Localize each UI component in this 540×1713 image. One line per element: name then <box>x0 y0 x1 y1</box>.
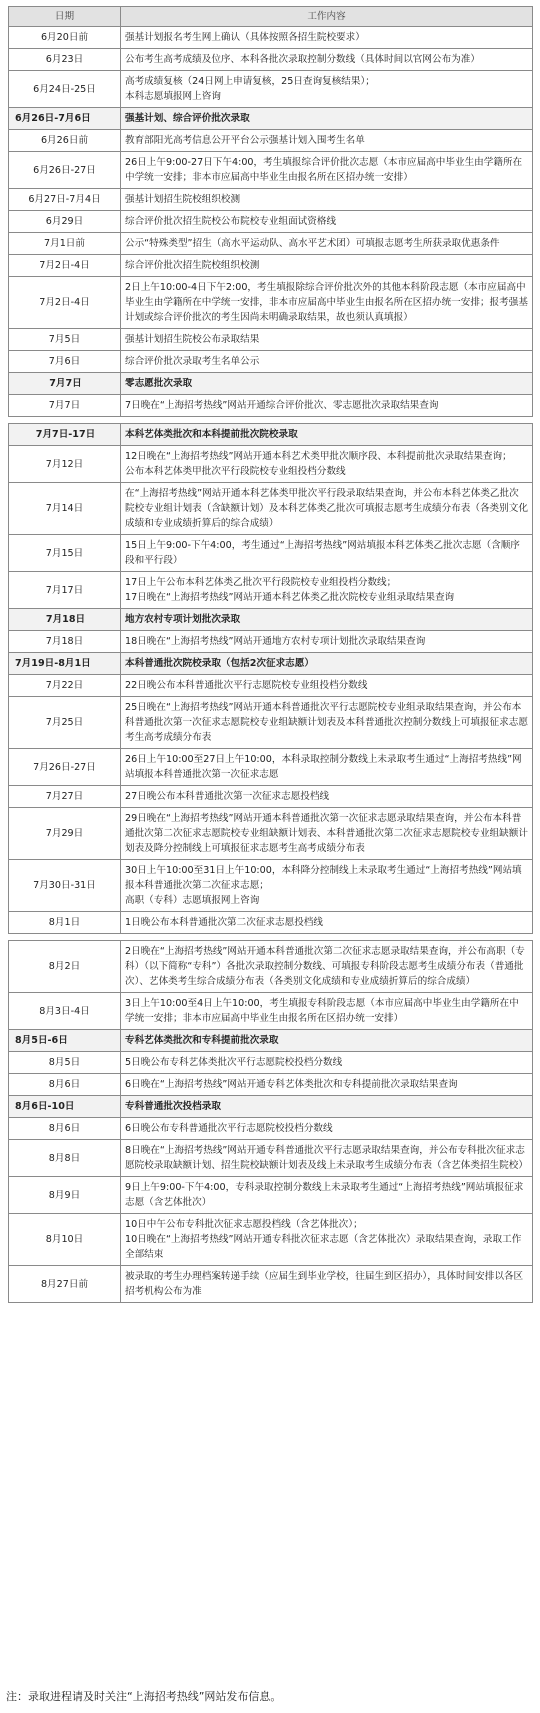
group-spacer <box>9 934 533 941</box>
row-date: 6月20日前 <box>9 27 121 49</box>
row-date: 6月29日 <box>9 211 121 233</box>
schedule-table-wrapper <box>8 6 532 1303</box>
row-content: 综合评价批次招生院校公布院校专业组面试资格线 <box>121 211 533 233</box>
row-date: 7月1日前 <box>9 233 121 255</box>
table-row <box>9 233 533 255</box>
row-date: 7月6日 <box>9 351 121 373</box>
table-row <box>9 1177 533 1214</box>
table-row <box>9 572 533 609</box>
row-date: 6月23日 <box>9 49 121 71</box>
row-content: 强基计划报名考生网上确认（具体按照各招生院校要求） <box>121 27 533 49</box>
row-date: 7月18日 <box>9 609 121 631</box>
table-row <box>9 860 533 912</box>
row-date: 8月5日 <box>9 1052 121 1074</box>
table-row <box>9 211 533 233</box>
table-row <box>9 255 533 277</box>
row-content: 27日晚公布本科普通批次第一次征求志愿投档线 <box>121 786 533 808</box>
row-date: 7月17日 <box>9 572 121 609</box>
row-content: 教育部阳光高考信息公开平台公示强基计划入围考生名单 <box>121 130 533 152</box>
row-date: 7月12日 <box>9 446 121 483</box>
table-row <box>9 1214 533 1266</box>
row-date: 8月2日 <box>9 941 121 993</box>
group-spacer-cell <box>9 934 533 941</box>
row-content: 29日晚在“上海招考热线”网站开通本科普通批次第一次征求志愿录取结果查询，并公布本科普通批次第二次征求志愿院校专业组缺额计划表、本科普通批次第二次征求志愿院校专业组缺额计划表及降分控制线上可填报征求志愿考生高考成绩分布表 <box>121 808 533 860</box>
table-row <box>9 912 533 934</box>
section-title: 零志愿批次录取 <box>121 373 533 395</box>
section-row <box>9 108 533 130</box>
section-row <box>9 609 533 631</box>
row-date: 7月2日-4日 <box>9 277 121 329</box>
row-date: 7月7日-17日 <box>9 424 121 446</box>
table-row <box>9 351 533 373</box>
row-content: 26日上午10:00至27日上午10:00，本科录取控制分数线上未录取考生通过“上海招考热线”网站填报本科普通批次第一次征求志愿 <box>121 749 533 786</box>
table-row <box>9 1052 533 1074</box>
row-date: 8月1日 <box>9 912 121 934</box>
table-body <box>9 27 533 1303</box>
row-content: 2日晚在“上海招考热线”网站开通本科普通批次第二次征求志愿录取结果查询，并公布高职（专科）（以下简称“专科”）各批次录取控制分数线、可填报专科阶段志愿考生成绩分布表（普通批次）、艺体类考生综合成绩分布表（各类别文化成绩和专业成绩折算后的综合成绩） <box>121 941 533 993</box>
row-content: 公示“特殊类型”招生（高水平运动队、高水平艺术团）可填报志愿考生所获录取优惠条件 <box>121 233 533 255</box>
table-row <box>9 1266 533 1303</box>
row-date: 7月14日 <box>9 483 121 535</box>
row-content: 6日晚在“上海招考热线”网站开通专科艺体类批次和专科提前批次录取结果查询 <box>121 1074 533 1096</box>
row-date: 7月25日 <box>9 697 121 749</box>
row-date: 7月19日-8月1日 <box>9 653 121 675</box>
table-row <box>9 189 533 211</box>
row-content: 10日中午公布专科批次征求志愿投档线（含艺体批次）； 10日晚在“上海招考热线”网站开通专科批次征求志愿（含艺体批次）录取结果查询，录取工作全部结束 <box>121 1214 533 1266</box>
header-date: 日期 <box>9 7 121 27</box>
section-title: 专科艺体类批次和专科提前批次录取 <box>121 1030 533 1052</box>
row-content: 9日上午9:00-下午4:00，专科录取控制分数线上未录取考生通过“上海招考热线”网站填报征求志愿（含艺体批次） <box>121 1177 533 1214</box>
section-row <box>9 373 533 395</box>
row-date: 8月27日前 <box>9 1266 121 1303</box>
table-row <box>9 786 533 808</box>
row-content: 在“上海招考热线”网站开通本科艺体类甲批次平行段录取结果查询，并公布本科艺体类乙批次院校专业组计划表（含缺额计划）及本科艺体类乙批次可填报志愿考生成绩分布表（各类别文化成绩和专业成绩折算后的综合成绩） <box>121 483 533 535</box>
section-row <box>9 424 533 446</box>
row-content: 综合评价批次招生院校组织校测 <box>121 255 533 277</box>
row-content: 公布考生高考成绩及位序、本科各批次录取控制分数线（具体时间以官网公布为准） <box>121 49 533 71</box>
row-date: 7月27日 <box>9 786 121 808</box>
row-date: 7月26日-27日 <box>9 749 121 786</box>
table-row <box>9 446 533 483</box>
section-title: 专科普通批次投档录取 <box>121 1096 533 1118</box>
row-content: 5日晚公布专科艺体类批次平行志愿院校投档分数线 <box>121 1052 533 1074</box>
row-date: 7月7日 <box>9 395 121 417</box>
table-row <box>9 631 533 653</box>
row-date: 8月5日-6日 <box>9 1030 121 1052</box>
row-date: 8月6日-10日 <box>9 1096 121 1118</box>
row-date: 6月24日-25日 <box>9 71 121 108</box>
section-title: 本科普通批次院校录取（包括2次征求志愿） <box>121 653 533 675</box>
row-content: 强基计划招生院校公布录取结果 <box>121 329 533 351</box>
row-date: 7月15日 <box>9 535 121 572</box>
row-date: 7月29日 <box>9 808 121 860</box>
row-date: 7月18日 <box>9 631 121 653</box>
section-row <box>9 1096 533 1118</box>
row-content: 高考成绩复核（24日网上申请复核，25日查询复核结果）； 本科志愿填报网上咨询 <box>121 71 533 108</box>
row-date: 7月30日-31日 <box>9 860 121 912</box>
table-row <box>9 395 533 417</box>
table-row <box>9 27 533 49</box>
section-title: 本科艺体类批次和本科提前批次院校录取 <box>121 424 533 446</box>
table-row <box>9 152 533 189</box>
table-row <box>9 749 533 786</box>
row-content: 15日上午9:00-下午4:00，考生通过“上海招考热线”网站填报本科艺体类乙批次志愿（含顺序段和平行段） <box>121 535 533 572</box>
row-date: 6月26日-7月6日 <box>9 108 121 130</box>
row-content: 22日晚公布本科普通批次平行志愿院校专业组投档分数线 <box>121 675 533 697</box>
row-content: 17日上午公布本科艺体类乙批次平行段院校专业组投档分数线； 17日晚在“上海招考热线”网站开通本科艺体类乙批次院校专业组录取结果查询 <box>121 572 533 609</box>
row-content: 1日晚公布本科普通批次第二次征求志愿投档线 <box>121 912 533 934</box>
row-content: 3日上午10:00至4日上午10:00，考生填报专科阶段志愿（本市应届高中毕业生由学籍所在中学统一安排；非本市应届高中毕业生由报名所在区招办统一安排） <box>121 993 533 1030</box>
row-content: 2日上午10:00-4日下午2:00，考生填报除综合评价批次外的其他本科阶段志愿（本市应届高中毕业生由学籍所在中学统一安排，非本市应届高中毕业生由报名所在区招办统一安排；报考强基计划或综合评价批次的考生因尚未明确录取结果，故也须认真填报） <box>121 277 533 329</box>
row-content: 25日晚在“上海招考热线”网站开通本科普通批次平行志愿院校专业组录取结果查询，并公布本科普通批次第一次征求志愿院校专业组缺额计划表及本科普通批次控制分数线上可填报征求志愿考生高考成绩分布表 <box>121 697 533 749</box>
row-content: 12日晚在“上海招考热线”网站开通本科艺术类甲批次顺序段、本科提前批次录取结果查询； 公布本科艺体类甲批次平行段院校专业组投档分数线 <box>121 446 533 483</box>
header-content: 工作内容 <box>121 7 533 27</box>
row-content: 被录取的考生办理档案转递手续（应届生到毕业学校，往届生到区招办），具体时间安排以各区招考机构公布为准 <box>121 1266 533 1303</box>
table-header-row <box>9 7 533 27</box>
table-row <box>9 941 533 993</box>
table-row <box>9 535 533 572</box>
table-row <box>9 130 533 152</box>
row-content: 6日晚公布专科普通批次平行志愿院校投档分数线 <box>121 1118 533 1140</box>
row-date: 6月26日前 <box>9 130 121 152</box>
table-row <box>9 993 533 1030</box>
row-content: 18日晚在“上海招考热线”网站开通地方农村专项计划批次录取结果查询 <box>121 631 533 653</box>
table-row <box>9 1140 533 1177</box>
row-date: 8月3日-4日 <box>9 993 121 1030</box>
group-spacer <box>9 417 533 424</box>
row-content: 7日晚在“上海招考热线”网站开通综合评价批次、零志愿批次录取结果查询 <box>121 395 533 417</box>
table-row <box>9 1118 533 1140</box>
section-title: 强基计划、综合评价批次录取 <box>121 108 533 130</box>
group-spacer-cell <box>9 417 533 424</box>
row-date: 7月5日 <box>9 329 121 351</box>
row-content: 强基计划招生院校组织校测 <box>121 189 533 211</box>
table-row <box>9 675 533 697</box>
row-date: 8月10日 <box>9 1214 121 1266</box>
row-date: 7月7日 <box>9 373 121 395</box>
table-row <box>9 808 533 860</box>
footer-note: 注：录取进程请及时关注“上海招考热线”网站发布信息。 <box>6 1690 282 1703</box>
table-row <box>9 483 533 535</box>
section-row <box>9 1030 533 1052</box>
row-content: 8日晚在“上海招考热线”网站开通专科普通批次平行志愿录取结果查询，并公布专科批次征求志愿院校录取缺额计划、招生院校缺额计划表及线上未录取考生成绩分布表（含艺体类招生院校） <box>121 1140 533 1177</box>
table-row <box>9 1074 533 1096</box>
table-row <box>9 71 533 108</box>
row-date: 7月2日-4日 <box>9 255 121 277</box>
admission-schedule-table <box>8 6 533 1303</box>
row-date: 7月22日 <box>9 675 121 697</box>
row-content: 30日上午10:00至31日上午10:00，本科降分控制线上未录取考生通过“上海招考热线”网站填报本科普通批次第二次征求志愿； 高职（专科）志愿填报网上咨询 <box>121 860 533 912</box>
table-row <box>9 697 533 749</box>
section-row <box>9 653 533 675</box>
row-date: 8月8日 <box>9 1140 121 1177</box>
row-content: 综合评价批次录取考生名单公示 <box>121 351 533 373</box>
row-date: 8月9日 <box>9 1177 121 1214</box>
row-date: 6月27日-7月4日 <box>9 189 121 211</box>
row-date: 6月26日-27日 <box>9 152 121 189</box>
row-content: 26日上午9:00-27日下午4:00，考生填报综合评价批次志愿（本市应届高中毕业生由学籍所在中学统一安排；非本市应届高中毕业生由报名所在区招办统一安排） <box>121 152 533 189</box>
row-date: 8月6日 <box>9 1118 121 1140</box>
table-row <box>9 277 533 329</box>
table-row <box>9 329 533 351</box>
row-date: 8月6日 <box>9 1074 121 1096</box>
table-row <box>9 49 533 71</box>
section-title: 地方农村专项计划批次录取 <box>121 609 533 631</box>
